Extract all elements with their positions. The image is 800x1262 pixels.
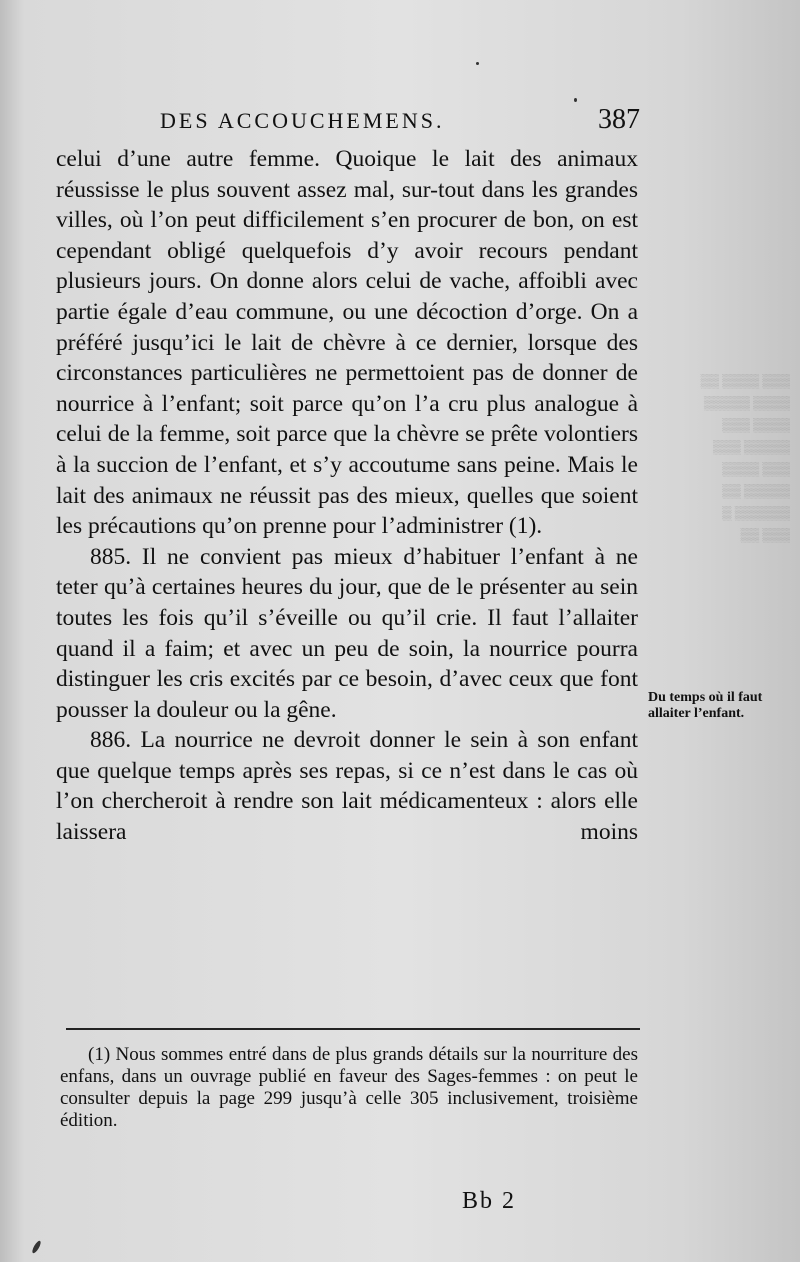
- paragraph-885: 885. Il ne convient pas mieux d’habituer l’enfant à ne teter qu’à certaines heures du jour, que de le présenter au sein toutes les fois qu’il s’éveille ou qu’il crie. Il faut l’allaiter quand il a faim; et avec un peu de soin, la nourrice pourra distinguer les cris excités par ce besoin, d’avec ceux que font pousser la douleur ou la gêne.: [56, 543, 638, 723]
- page-header: [160, 104, 640, 142]
- ink-speck: [31, 1240, 42, 1255]
- ink-speck: [574, 98, 577, 102]
- show-through-text: ▒▒▒ ▒▒▒▒ ▒▒ ▒▒▒▒ ▒▒▒▒▒ ▒▒▒▒ ▒▒▒ ▒▒▒▒▒ ▒▒▒ ▒▒▒ ▒▒▒▒ ▒▒▒▒▒ ▒▒ ▒▒▒▒▒▒ ▒ ▒▒▒ ▒▒: [700, 373, 790, 542]
- footnote-text: (1) Nous sommes entré dans de plus grands détails sur la nourriture des enfans, dans un ouvrage publié en faveur des Sages-femmes : on peut le consulter depuis la page 299 jusqu’à celle 305 inclusivement, troisième édition.: [60, 1044, 638, 1131]
- signature-mark: Bb 2: [462, 1188, 517, 1214]
- running-head: DES ACCOUCHEMENS.: [160, 108, 445, 133]
- ink-speck: [476, 62, 479, 65]
- footnote: [60, 1044, 638, 1132]
- main-text: [56, 144, 638, 848]
- page-number: 387: [598, 104, 640, 135]
- paragraph-886: 886. La nourrice ne devroit donner le sein à son enfant que quelque temps après ses repas, si ce n’est dans le cas où l’on chercheroit à rendre son lait médicamenteux : alors elle laissera moins: [56, 727, 638, 846]
- paragraph-continuation: celui d’une autre femme. Quoique le lait des animaux réussisse le plus souvent assez mal, sur-tout dans les grandes villes, où l’on peut difficilement s’en procurer de bon, on est cependant obligé quelquefois d’y avoir recours pendant plusieurs jours. On donne alors celui de vache, affoibli avec partie égale d’eau commune, ou une décoction d’orge. On a préféré jusqu’ici le lait de chèvre à ce dernier, lorsque des circonstances particulières ne permettoient pas de donner de nourrice à l’enfant; soit parce qu’on l’a cru plus analogue à celui de la femme, soit parce que la chèvre se prête volontiers à la succion de l’enfant, et s’y accoutume sans peine. Mais le lait des animaux ne réussit pas des mieux, quelles que soient les précautions qu’on prenne pour l’administrer (1).: [56, 146, 638, 540]
- margin-note: Du temps où il faut allaiter l’enfant.: [648, 690, 763, 721]
- footnote-rule: [66, 1028, 640, 1030]
